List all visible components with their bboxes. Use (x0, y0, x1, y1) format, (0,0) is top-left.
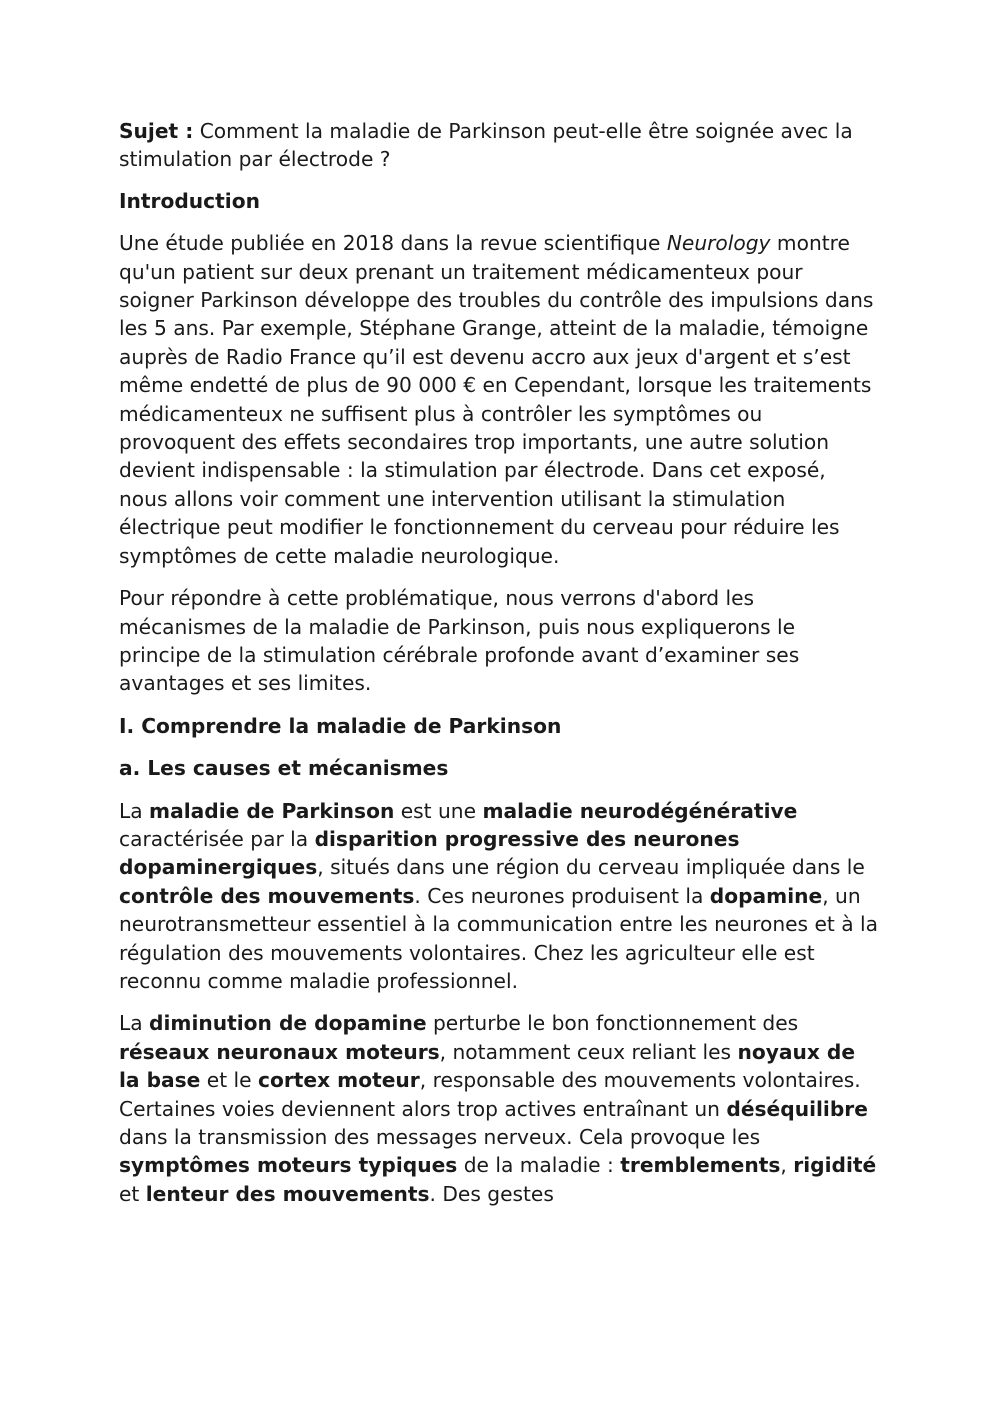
journal-name: Neurology (666, 231, 771, 256)
bold-term: disparition progressive des neurones dopaminergiques (119, 826, 740, 880)
bold-term: rigidité (793, 1153, 877, 1178)
text-run: dans la transmission des messages nerveux. Cela provoque les (119, 1125, 761, 1149)
text-run: , responsable des mouvements volontaires. Certaines voies deviennent alors trop actives entraînant un (119, 1068, 861, 1121)
bold-term: symptômes moteurs typiques (119, 1153, 458, 1178)
bold-term: diminution de dopamine (149, 1011, 427, 1036)
section-1a-paragraph-2 (119, 1009, 879, 1208)
bold-term: déséquilibre (726, 1096, 868, 1121)
bold-term: réseaux neuronaux moteurs (119, 1039, 440, 1064)
subject-label: Sujet : (119, 119, 194, 143)
text-run: et le (200, 1068, 258, 1093)
text-run: de la maladie : (457, 1153, 621, 1178)
text-run: , un neurotransmetteur essentiel à la communication entre les neurones et à la régulation des mouvements volontaires. Chez les agriculteur elle est reconnu comme maladie professionnel. (119, 883, 878, 993)
section-1a-paragraph-1 (119, 797, 879, 996)
introduction-paragraph-2: Pour répondre à cette problématique, nous verrons d'abord les mécanismes de la maladie de Parkinson, puis nous expliquerons le principe de la stimulation cérébrale profonde avant d’examiner ses avantages et ses limites. (119, 586, 800, 696)
text-run: est une (394, 798, 483, 823)
text-run: . Des gestes (429, 1181, 554, 1206)
bold-term: tremblements (620, 1153, 781, 1178)
bold-term: cortex moteur (257, 1068, 420, 1093)
text-run: La (119, 1011, 150, 1036)
bold-term: maladie de Parkinson (149, 798, 395, 823)
bold-term: contrôle des mouvements (119, 883, 415, 908)
text-run: caractérisée par la (119, 826, 315, 851)
intro-p1-part2: montre qu'un patient sur deux prenant un traitement médicamenteux pour soigner Parkinson développe des troubles du contrôle des impulsions dans les 5 ans. Par exemple, Stéphane Grange, atteint de la maladie, témoigne auprès de Radio France qu’il est devenu accro aux jeux d'argent et s’est même endetté de plus de 90 000 € en Cependant, lorsque les traitements médicamenteux ne suffisent plus à contrôler les symptômes ou provoquent des effets secondaires trop importants, une autre solution devient indispensable : la stimulation par électrode. Dans cet exposé, nous allons voir comment une intervention utilisant la stimulation électrique peut modifier le fonctionnement du cerveau pour réduire les symptômes de cette maladie neurologique. (119, 231, 874, 568)
text-run: . Ces neurones produisent la (414, 883, 710, 908)
bold-term: maladie neurodégénérative (482, 798, 798, 823)
section-1-heading: I. Comprendre la maladie de Parkinson (119, 713, 562, 738)
introduction-heading: Introduction (119, 188, 260, 213)
subject-line (119, 117, 879, 174)
introduction-paragraph-1 (119, 229, 879, 570)
text-run: et (119, 1181, 146, 1206)
document-body (119, 117, 879, 1222)
text-run: perturbe le bon fonctionnement des (426, 1011, 799, 1036)
text-run: , (780, 1153, 794, 1178)
bold-term: lenteur des mouvements (145, 1181, 430, 1206)
intro-p1-part1: Une étude publiée en 2018 dans la revue scientifique (119, 231, 667, 256)
bold-term: noyaux de la base (119, 1039, 856, 1093)
subject-text: Comment la maladie de Parkinson peut-elle être soignée avec la stimulation par électrode ? (119, 119, 853, 172)
text-run: , notamment ceux reliant les (439, 1039, 738, 1064)
section-1a-subheading: a. Les causes et mécanismes (119, 756, 449, 781)
bold-term: dopamine (709, 883, 823, 908)
text-run: La (119, 798, 150, 823)
text-run: , situés dans une région du cerveau impliquée dans le (317, 855, 865, 880)
